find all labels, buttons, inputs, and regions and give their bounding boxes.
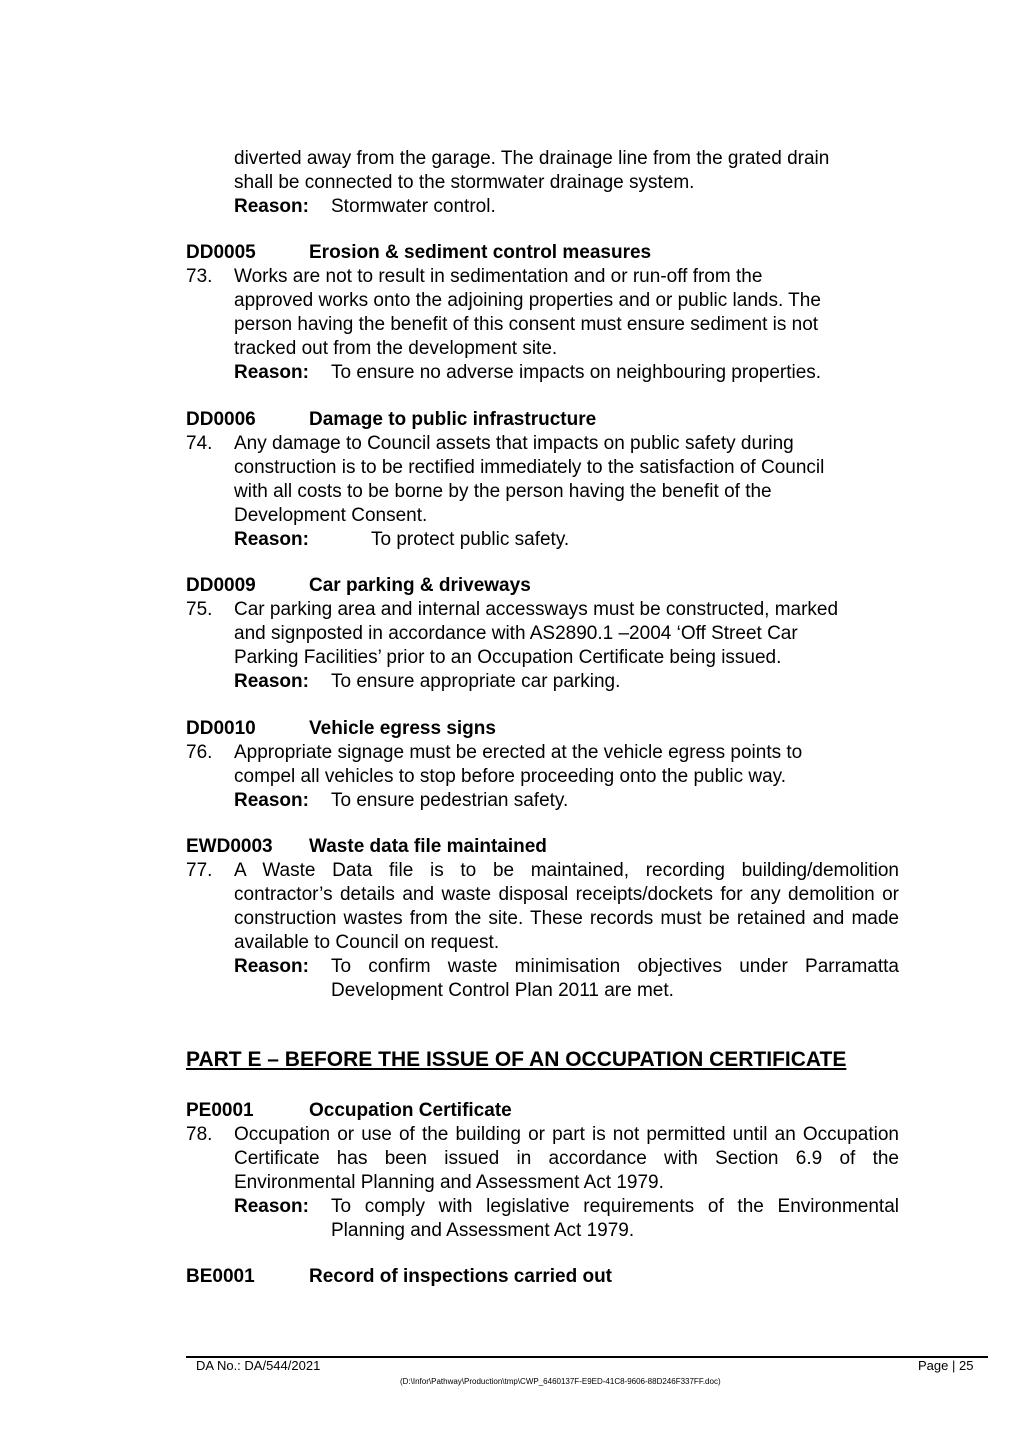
condition-line: person having the benefit of this consent must ensure sediment is not (234, 314, 819, 335)
reason-label: Reason: (234, 196, 309, 217)
reason-text: To ensure pedestrian safety. (331, 790, 569, 811)
reason-text: To ensure appropriate car parking. (331, 671, 621, 692)
part-heading: PART E – BEFORE THE ISSUE OF AN OCCUPATION CERTIFICATE (186, 1048, 847, 1071)
condition-title: Occupation Certificate (309, 1100, 512, 1121)
condition-line: construction is to be rectified immediately to the satisfaction of Council (234, 457, 825, 478)
condition-code: DD0010 (186, 718, 256, 739)
footer-da-number: DA No.: DA/544/2021 (196, 1358, 321, 1373)
condition-code: DD0009 (186, 575, 256, 596)
condition-line: Any damage to Council assets that impacts on public safety during (234, 433, 794, 454)
reason-label: Reason: (234, 671, 309, 692)
condition-number: 74. (186, 433, 213, 454)
condition-line: tracked out from the development site. (234, 338, 558, 359)
condition-number: 77. (186, 860, 213, 881)
condition-title: Damage to public infrastructure (309, 409, 597, 430)
reason-label: Reason: (234, 529, 309, 550)
condition-line: Appropriate signage must be erected at the vehicle egress points to (234, 742, 803, 763)
condition-code: DD0006 (186, 409, 256, 430)
footer-file-path: (D:\Infor\Pathway\Production\tmp\CWP_6460137F-E9ED-41C8-9606-88D246F337FF.doc) (400, 1377, 721, 1386)
condition-number: 75. (186, 599, 213, 620)
condition-title: Vehicle egress signs (309, 718, 496, 739)
condition-line: Development Consent. (234, 505, 428, 526)
condition-paragraph: A Waste Data file is to be maintained, recording building/demolition contractor’s details and waste disposal receipts/dockets for any demolition or construction wastes from the site. These records must be retained and made available to Council on request. (234, 860, 899, 953)
condition-number: 76. (186, 742, 213, 763)
condition-number: 73. (186, 266, 213, 287)
reason-text: To comply with legislative requirements of the Environmental Planning and Assessment Act 1979. (331, 1196, 899, 1241)
condition-number: 78. (186, 1124, 213, 1145)
reason-label: Reason: (234, 1196, 309, 1217)
reason-label: Reason: (234, 362, 309, 383)
condition-code: PE0001 (186, 1100, 254, 1121)
condition-line: and signposted in accordance with AS2890.1 –2004 ‘Off Street Car (234, 623, 798, 644)
condition-title: Waste data file maintained (309, 836, 547, 857)
condition-line: approved works onto the adjoining properties and or public lands. The (234, 290, 821, 311)
condition-line: Parking Facilities’ prior to an Occupation Certificate being issued. (234, 647, 782, 668)
condition-line: with all costs to be borne by the person having the benefit of the (234, 481, 772, 502)
condition-line: Car parking area and internal accessways must be constructed, marked (234, 599, 839, 620)
reason-text: Stormwater control. (331, 196, 496, 217)
footer-page-number: Page | 25 (918, 1358, 974, 1373)
continuation-line-2: shall be connected to the stormwater drainage system. (234, 172, 695, 193)
condition-code: EWD0003 (186, 836, 273, 857)
condition-title: Car parking & driveways (309, 575, 531, 596)
condition-title: Erosion & sediment control measures (309, 242, 652, 263)
condition-line: compel all vehicles to stop before proceeding onto the public way. (234, 766, 787, 787)
reason-label: Reason: (234, 956, 309, 977)
reason-text: To confirm waste minimisation objectives under Parramatta Development Control Plan 2011 are met. (331, 956, 899, 1001)
reason-label: Reason: (234, 790, 309, 811)
reason-text: To protect public safety. (371, 529, 570, 550)
condition-code: BE0001 (186, 1266, 255, 1287)
reason-text: To ensure no adverse impacts on neighbouring properties. (331, 362, 822, 383)
condition-title: Record of inspections carried out (309, 1266, 612, 1287)
condition-paragraph: Occupation or use of the building or part is not permitted until an Occupation Certificate has been issued in accordance with Section 6.9 of the Environmental Planning and Assessment Act 1979. (234, 1124, 899, 1193)
condition-line: Works are not to result in sedimentation and or run-off from the (234, 266, 763, 287)
condition-code: DD0005 (186, 242, 256, 263)
continuation-line-1: diverted away from the garage. The drainage line from the grated drain (234, 148, 830, 169)
